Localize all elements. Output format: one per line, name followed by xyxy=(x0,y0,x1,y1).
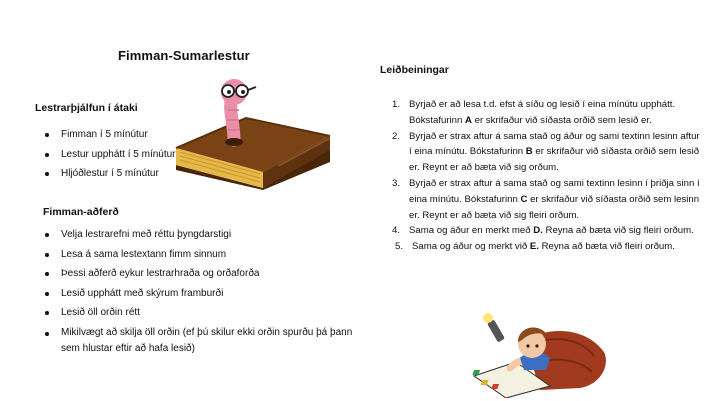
step-number: 1. xyxy=(392,99,401,110)
instruction-step xyxy=(381,129,701,176)
step-text: er skrifaður við síðasta orðið sem lesinn er. Reynt er að bæta við sig fleiri orðum. xyxy=(409,193,700,221)
training-list xyxy=(43,125,176,184)
list-item: Lesið upphátt með skýrum framburði xyxy=(43,284,371,304)
instruction-step xyxy=(381,239,701,255)
step-text: er skrifaður við síðasta orðið sem lesið er. Reynt er að bæta við sig orðum. xyxy=(409,146,700,174)
step-text: Sama og áður og merkt við xyxy=(412,241,530,253)
step-text: er skrifaður við síðasta orðið sem lesið er. xyxy=(471,114,652,126)
instruction-step xyxy=(381,223,701,239)
step-text: Reyna að bæta við fleiri orðum. xyxy=(538,241,675,253)
list-item: Mikilvægt að skilja öll orðin (ef þú skilur ekki orðin spurðu þá þann sem hlustar eftir að hafa lesið) xyxy=(43,323,371,357)
instruction-step xyxy=(381,176,701,223)
step-letter: A xyxy=(465,114,472,126)
section-heading-method: Fimman-aðferð xyxy=(43,206,119,218)
section-heading-training: Lestrarþjálfun í átaki xyxy=(35,102,138,114)
book-worm-illustration-icon xyxy=(168,70,338,190)
list-item: Lesa á sama lestextann fimm sinnum xyxy=(43,245,371,265)
list-item: Fimman í 5 mínútur xyxy=(43,125,176,145)
list-item: Hljóðlestur í 5 mínútur xyxy=(43,164,176,184)
instruction-step xyxy=(381,97,701,129)
section-heading-instructions: Leiðbeiningar xyxy=(380,64,449,76)
step-text: Sama og áður en merkt með xyxy=(409,225,534,237)
step-number: 4. xyxy=(392,225,401,237)
step-number: 2. xyxy=(392,130,401,142)
step-text: Reyna að bæta við sig fleiri orðum. xyxy=(542,225,694,237)
step-number: 5. xyxy=(395,241,404,253)
step-number: 3. xyxy=(392,177,401,189)
page-title: Fimman-Sumarlestur xyxy=(118,48,250,63)
step-letter: D. xyxy=(533,225,543,237)
reading-child-illustration-icon xyxy=(470,310,610,398)
instructions-list xyxy=(381,97,701,255)
list-item: Lestur upphátt í 5 mínútur xyxy=(43,145,176,165)
method-list xyxy=(43,225,371,357)
step-text: Byrjað er að lesa t.d. efst á síðu og lesið í eina mínútu upphátt. Bókstafurinn xyxy=(409,99,676,126)
list-item: Velja lestrarefni með réttu þyngdarstigi xyxy=(43,225,371,245)
step-text: Byrjað er strax aftur á sama stað og áður og sami textinn lesinn aftur í eina mínútu. Bókstafurinn xyxy=(409,130,700,158)
step-letter: E. xyxy=(529,241,539,253)
step-letter: B xyxy=(525,146,533,158)
list-item: Lesið öll orðin rétt xyxy=(43,303,371,323)
step-text: Byrjað er strax aftur á sama stað og sami textinn lesinn í þriðja sinn í eina mínútu. Bókstafurinn xyxy=(409,177,700,205)
list-item: Þessi aðferð eykur lestrarhraða og orðaforða xyxy=(43,264,371,284)
step-letter: C xyxy=(520,193,528,205)
